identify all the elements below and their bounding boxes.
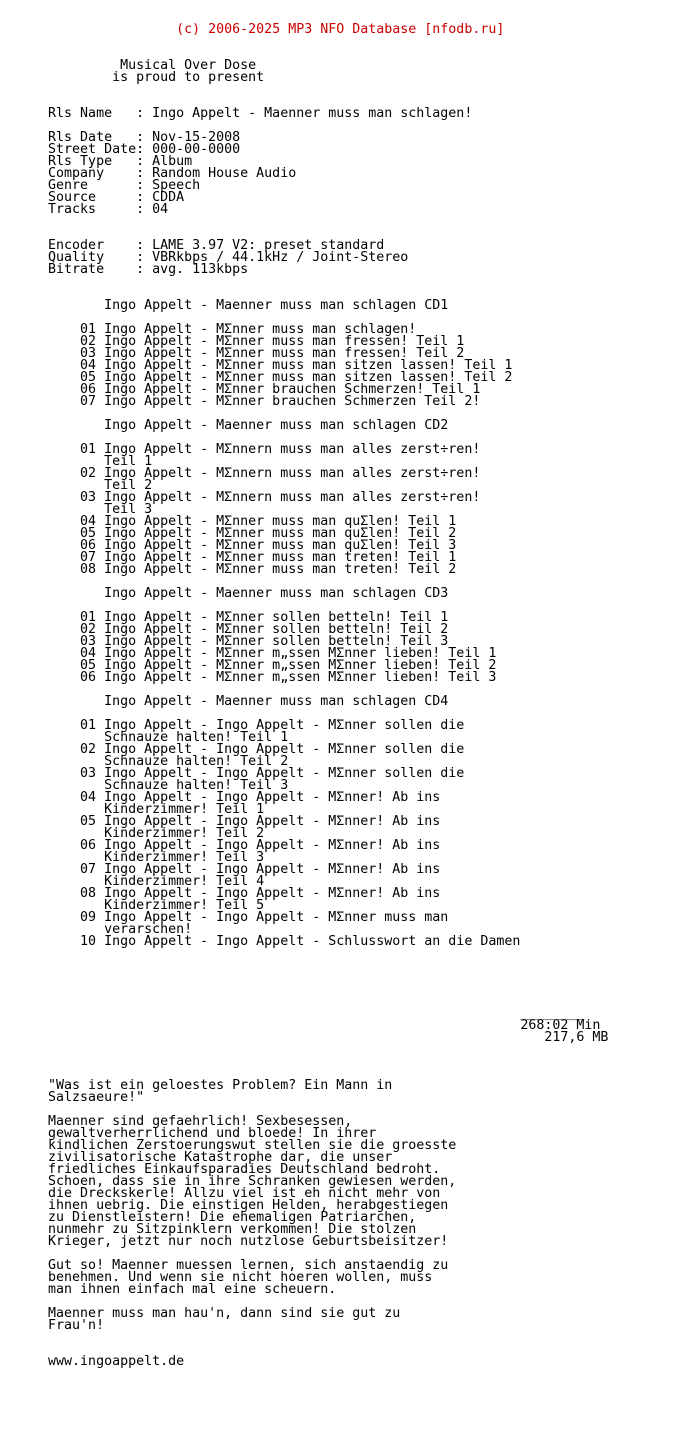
nfo-line: Source : CDDA (0, 190, 185, 205)
nfo-line: 06 Ingo Appelt - MΣnner brauchen Schmerzen! Teil 1 (0, 382, 481, 397)
nfo-line: Genre : Speech (0, 178, 201, 193)
nfo-line (0, 216, 608, 228)
nfo-line: 03 Ingo Appelt - MΣnnern muss man alles zerst÷ren! (0, 490, 481, 505)
nfo-line (0, 984, 608, 996)
nfo-line: verarschen! (0, 922, 193, 937)
nfo-line: 08 Ingo Appelt - Ingo Appelt - MΣnner! Ab ins (0, 886, 441, 901)
nfo-line: Company : Random House Audio (0, 166, 297, 181)
nfo-line: Kinderzimmer! Teil 3 (0, 850, 265, 865)
nfo-line: Teil 1 (0, 454, 153, 469)
nfo-line: gewaltverherrlichend und bloede! In ihrer (0, 1126, 377, 1141)
nfo-line (0, 948, 608, 960)
nfodb-header-link[interactable]: (c) 2006-2025 MP3 NFO Database [nfodb.ru] (0, 22, 505, 37)
nfo-line: 02 Ingo Appelt - MΣnner muss man fressen! Teil 1 (0, 334, 465, 349)
nfo-line: 07 Ingo Appelt - MΣnner muss man treten! Teil 1 (0, 550, 457, 565)
nfo-line: Encoder : LAME 3.97 V2: preset standard (0, 238, 385, 253)
nfo-line: 07 Ingo Appelt - MΣnner brauchen Schmerzen Teil 2! (0, 394, 481, 409)
nfo-line: 02 Ingo Appelt - MΣnnern muss man alles zerst÷ren! (0, 466, 481, 481)
nfo-line: Krieger, jetzt nur noch nutzlose Geburtsbeisitzer! (0, 1234, 449, 1249)
nfo-line: Street Date: 000-00-0000 (0, 142, 241, 157)
nfo-line: Ingo Appelt - Maenner muss man schlagen CD1 (0, 298, 449, 313)
nfo-line: 03 Ingo Appelt - Ingo Appelt - MΣnner sollen die (0, 766, 465, 781)
nfo-line: Quality : VBRkbps / 44.1kHz / Joint-Stereo (0, 250, 409, 265)
nfo-line: Frau'n! (0, 1318, 105, 1333)
nfo-line: 02 Ingo Appelt - Ingo Appelt - MΣnner sollen die (0, 742, 465, 757)
nfo-line: 07 Ingo Appelt - Ingo Appelt - MΣnner! Ab ins (0, 862, 441, 877)
nfo-line: is proud to present (0, 70, 265, 85)
nfo-line (0, 1056, 608, 1068)
nfo-line: Schoen, dass sie in ihre Schranken gewiesen werden, (0, 1174, 457, 1189)
nfo-line: friedliches Einkaufsparadies Deutschland bedroht. (0, 1162, 441, 1177)
nfo-line: ihnen uebrig. Die einstigen Helden, herabgestiegen (0, 1198, 449, 1213)
nfo-line: Rls Name : Ingo Appelt - Maenner muss man schlagen! (0, 106, 473, 121)
nfo-body (0, 60, 608, 1368)
nfo-line (0, 1044, 608, 1056)
nfo-line: Bitrate : avg. 113kbps (0, 262, 249, 277)
nfo-line: Salzsaeure!" (0, 1090, 145, 1105)
nfo-line: www.ingoappelt.de (0, 1354, 185, 1369)
nfo-line (0, 972, 608, 984)
nfo-line: 268:02 Min (0, 1018, 601, 1033)
nfo-line: Rls Date : Nov-15-2008 (0, 130, 241, 145)
nfo-line: 05 Ingo Appelt - MΣnner m„ssen MΣnner lieben! Teil 2 (0, 658, 497, 673)
nfo-line: Schnauze halten! Teil 1 (0, 730, 289, 745)
nfo-line: Kinderzimmer! Teil 1 (0, 802, 265, 817)
nfo-line: Schnauze halten! Teil 2 (0, 754, 289, 769)
nfo-line: 04 Ingo Appelt - Ingo Appelt - MΣnner! Ab ins (0, 790, 441, 805)
nfo-line: Tracks : 04 (0, 202, 169, 217)
nfo-line: 03 Ingo Appelt - MΣnner muss man fressen! Teil 2 (0, 346, 465, 361)
nfo-line (0, 84, 608, 96)
nfo-line: Teil 2 (0, 478, 153, 493)
nfo-line: Maenner muss man hau'n, dann sind sie gut zu (0, 1306, 401, 1321)
nfo-line: Kinderzimmer! Teil 5 (0, 898, 265, 913)
nfo-line: 04 Ingo Appelt - MΣnner muss man quΣlen! Teil 1 (0, 514, 457, 529)
nfo-line: 10 Ingo Appelt - Ingo Appelt - Schlusswort an die Damen (0, 934, 521, 949)
nfo-line: man ihnen einfach mal eine scheuern. (0, 1282, 337, 1297)
nfo-line: Rls Type : Album (0, 154, 193, 169)
nfo-line: Teil 3 (0, 502, 153, 517)
nfo-line: 02 Ingo Appelt - MΣnner sollen betteln! Teil 2 (0, 622, 449, 637)
nfo-line: 05 Ingo Appelt - MΣnner muss man sitzen lassen! Teil 2 (0, 370, 513, 385)
nfo-line: 01 Ingo Appelt - MΣnner muss man schlagen! (0, 322, 417, 337)
nfo-line: 01 Ingo Appelt - MΣnnern muss man alles zerst÷ren! (0, 442, 481, 457)
nfo-line: 217,6 MB (0, 1030, 609, 1045)
nfo-line: 01 Ingo Appelt - Ingo Appelt - MΣnner sollen die (0, 718, 465, 733)
nfo-line: ________ (0, 1006, 585, 1021)
nfo-line: 05 Ingo Appelt - MΣnner muss man quΣlen! Teil 2 (0, 526, 457, 541)
nfo-line: Ingo Appelt - Maenner muss man schlagen CD4 (0, 694, 449, 709)
nfo-line: 01 Ingo Appelt - MΣnner sollen betteln! Teil 1 (0, 610, 449, 625)
nfo-line (0, 1332, 608, 1344)
nfo-line: Maenner sind gefaehrlich! Sexbesessen, (0, 1114, 353, 1129)
nfo-line: 09 Ingo Appelt - Ingo Appelt - MΣnner muss man (0, 910, 449, 925)
nfo-line: "Was ist ein geloestes Problem? Ein Mann in (0, 1078, 393, 1093)
nfo-line: Kinderzimmer! Teil 4 (0, 874, 265, 889)
nfo-line: 08 Ingo Appelt - MΣnner muss man treten! Teil 2 (0, 562, 457, 577)
nfo-line (0, 276, 608, 288)
nfo-line: Musical Over Dose (0, 58, 257, 73)
nfo-line: Ingo Appelt - Maenner muss man schlagen CD2 (0, 418, 449, 433)
nfo-line: benehmen. Und wenn sie nicht hoeren wollen, muss (0, 1270, 433, 1285)
nfo-line: kindlichen Zerstoerungswut stellen sie die groesste (0, 1138, 457, 1153)
nfo-line: Schnauze halten! Teil 3 (0, 778, 289, 793)
nfo-line: 06 Ingo Appelt - Ingo Appelt - MΣnner! Ab ins (0, 838, 441, 853)
nfo-line: die Dreckskerle! Allzu viel ist eh nicht mehr von (0, 1186, 441, 1201)
nfo-line: Kinderzimmer! Teil 2 (0, 826, 265, 841)
nfo-line: 06 Ingo Appelt - MΣnner muss man quΣlen! Teil 3 (0, 538, 457, 553)
nfo-line (0, 960, 608, 972)
nfo-line: Gut so! Maenner muessen lernen, sich anstaendig zu (0, 1258, 449, 1273)
nfo-line: 06 Ingo Appelt - MΣnner m„ssen MΣnner lieben! Teil 3 (0, 670, 497, 685)
nfo-line: nunmehr zu Sitzpinklern verkommen! Die stolzen (0, 1222, 417, 1237)
nfo-line: 05 Ingo Appelt - Ingo Appelt - MΣnner! Ab ins (0, 814, 441, 829)
nfo-line: 04 Ingo Appelt - MΣnner m„ssen MΣnner lieben! Teil 1 (0, 646, 497, 661)
nfo-line: 04 Ingo Appelt - MΣnner muss man sitzen lassen! Teil 1 (0, 358, 513, 373)
nfo-line: zu Dienstleistern! Die ehemaligen Patriarchen, (0, 1210, 417, 1225)
nfo-line: zivilisatorische Katastrophe dar, die unser (0, 1150, 393, 1165)
nfo-line: Ingo Appelt - Maenner muss man schlagen CD3 (0, 586, 449, 601)
nfo-line: 03 Ingo Appelt - MΣnner sollen betteln! Teil 3 (0, 634, 449, 649)
